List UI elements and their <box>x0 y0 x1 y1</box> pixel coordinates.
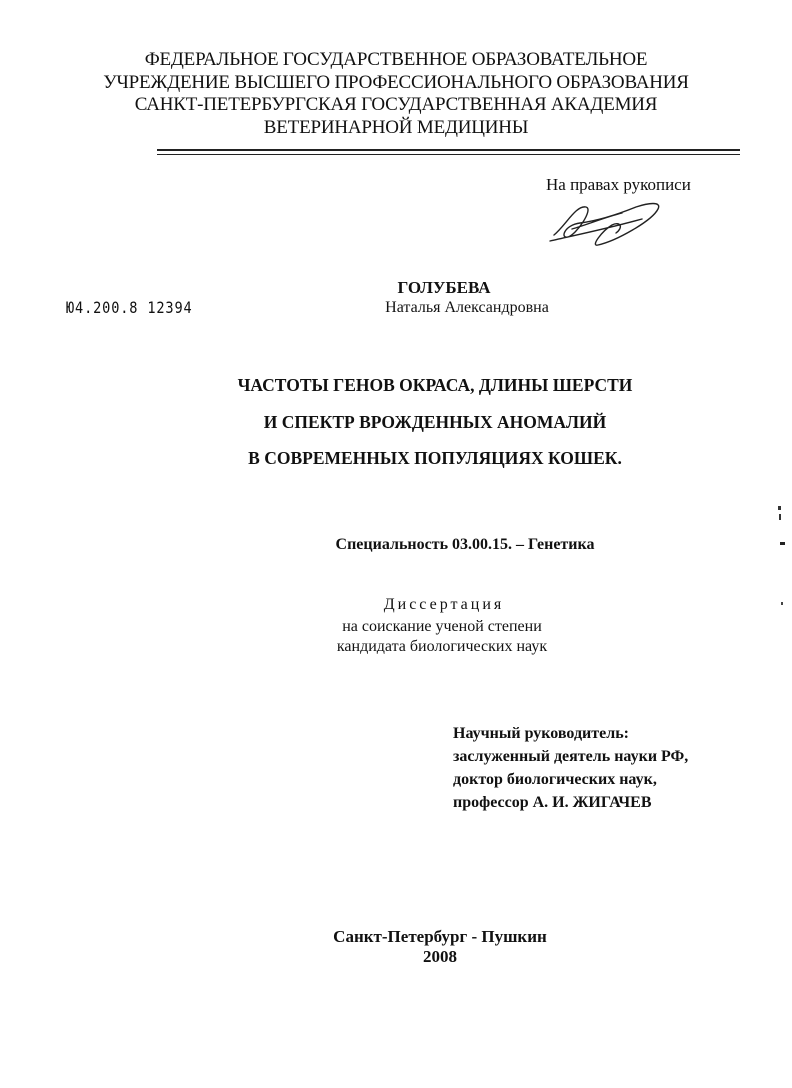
institution-line: САНКТ-ПЕТЕРБУРГСКАЯ ГОСУДАРСТВЕННАЯ АКАДЕМИЯ <box>134 94 658 115</box>
header-divider-bottom <box>157 154 740 155</box>
place-year <box>0 927 792 967</box>
scan-artifacts <box>770 500 792 620</box>
dissertation-label: Диссертация <box>383 596 505 613</box>
year: 2008 <box>423 947 457 966</box>
thesis-title-line: ЧАСТОТЫ ГЕНОВ ОКРАСА, ДЛИНЫ ШЕРСТИ <box>237 375 633 395</box>
place: Санкт-Петербург - Пушкин <box>333 927 547 946</box>
dissertation-degree <box>0 617 792 657</box>
supervisor-line: заслуженный деятель науки РФ, <box>453 748 689 765</box>
supervisor-block <box>453 722 688 814</box>
thesis-title-line: И СПЕКТР ВРОЖДЕННЫХ АНОМАЛИЙ <box>263 412 607 432</box>
author-surname: ГОЛУБЕВА <box>397 278 491 297</box>
author-given-names: Наталья Александровна <box>385 299 549 316</box>
supervisor-line: доктор биологических наук, <box>453 771 657 788</box>
header-divider-top <box>157 149 740 151</box>
specialty: Специальность 03.00.15. – Генетика <box>335 536 595 553</box>
thesis-title-line: В СОВРЕМЕННЫХ ПОПУЛЯЦИЯХ КОШЕК. <box>248 448 622 468</box>
library-code-text: Ю4.200.8 12394 <box>66 298 193 317</box>
handwritten-signature <box>546 195 664 251</box>
institution-line: ВЕТЕРИНАРНОЙ МЕДИЦИНЫ <box>263 116 529 138</box>
institution-line: ФЕДЕРАЛЬНОЕ ГОСУДАРСТВЕННОЕ ОБРАЗОВАТЕЛЬНОЕ <box>144 49 648 70</box>
degree-line: на соискание ученой степени <box>342 618 542 635</box>
supervisor-line: профессор А. И. ЖИГАЧЕВ <box>453 794 652 811</box>
institution-header <box>0 49 792 139</box>
degree-line: кандидата биологических наук <box>336 638 548 655</box>
manuscript-rights: На правах рукописи <box>546 175 691 194</box>
supervisor-line: Научный руководитель: <box>453 725 629 742</box>
institution-line: УЧРЕЖДЕНИЕ ВЫСШЕГО ПРОФЕССИОНАЛЬНОГО ОБРАЗОВАНИЯ <box>103 71 689 93</box>
